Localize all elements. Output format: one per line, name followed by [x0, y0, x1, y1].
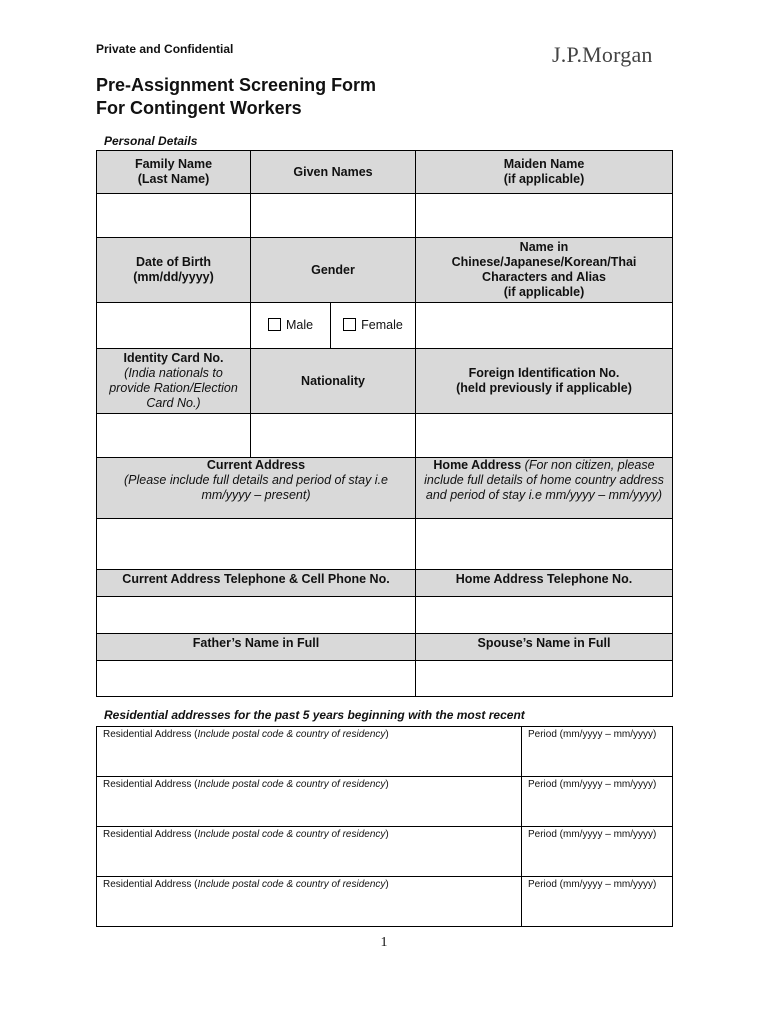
form-title [96, 74, 376, 120]
native-name-field[interactable] [416, 303, 673, 349]
male-checkbox[interactable] [268, 318, 281, 331]
residential-address-field[interactable]: Residential Address (Include postal code & country of residency) [97, 827, 522, 877]
male-label: Male [285, 318, 314, 332]
residential-period-field[interactable]: Period (mm/yyyy – mm/yyyy) [522, 727, 673, 777]
residential-row [97, 827, 673, 877]
confidential-label: Private and Confidential [96, 42, 234, 56]
jpmorgan-logo: J.P.Morgan [552, 42, 653, 67]
form-title-line1: Pre-Assignment Screening Form [96, 75, 377, 95]
father-name-field[interactable] [97, 661, 416, 697]
spouse-name-header: Spouse’s Name in Full [416, 634, 673, 661]
home-address-header: Home Address (For non citizen, please include full details of home country address and period of stay i.e mm/yyyy – mm/yyyy) [416, 458, 673, 519]
id-card-header: Identity Card No. (India nationals to provide Ration/Election Card No.) [97, 349, 251, 414]
form-title-line2: For Contingent Workers [96, 98, 302, 118]
nationality-header: Nationality [251, 349, 416, 414]
family-name-field[interactable] [97, 194, 251, 238]
residential-row [97, 727, 673, 777]
gender-header: Gender [251, 238, 416, 303]
id-card-field[interactable] [97, 414, 251, 458]
foreign-id-field[interactable] [416, 414, 673, 458]
home-phone-field[interactable] [416, 597, 673, 634]
personal-details-label: Personal Details [104, 134, 198, 148]
residential-period-field[interactable]: Period (mm/yyyy – mm/yyyy) [522, 777, 673, 827]
residential-period-field[interactable]: Period (mm/yyyy – mm/yyyy) [522, 827, 673, 877]
dob-field[interactable] [97, 303, 251, 349]
female-label: Female [361, 318, 403, 332]
residential-address-field[interactable]: Residential Address (Include postal code & country of residency) [97, 877, 522, 927]
current-phone-field[interactable] [97, 597, 416, 634]
female-checkbox[interactable] [343, 318, 356, 331]
residential-section-label: Residential addresses for the past 5 years beginning with the most recent [104, 708, 525, 722]
current-address-field[interactable] [97, 519, 416, 570]
father-name-header: Father’s Name in Full [97, 634, 416, 661]
residential-address-field[interactable]: Residential Address (Include postal code & country of residency) [97, 777, 522, 827]
current-address-header: Current Address (Please include full details and period of stay i.e mm/yyyy – present) [97, 458, 416, 519]
foreign-id-header: Foreign Identification No. (held previously if applicable) [416, 349, 673, 414]
dob-header: Date of Birth (mm/dd/yyyy) [97, 238, 251, 303]
residential-table [96, 726, 673, 927]
given-names-header: Given Names [251, 151, 416, 194]
personal-details-table [96, 150, 673, 697]
page-number: 1 [380, 935, 388, 950]
home-address-field[interactable] [416, 519, 673, 570]
spouse-name-field[interactable] [416, 661, 673, 697]
maiden-name-header: Maiden Name (if applicable) [416, 151, 673, 194]
family-name-header: Family Name (Last Name) [97, 151, 251, 194]
native-name-header: Name in Chinese/Japanese/Korean/Thai Characters and Alias (if applicable) [416, 238, 673, 303]
residential-period-field[interactable]: Period (mm/yyyy – mm/yyyy) [522, 877, 673, 927]
male-option[interactable] [251, 303, 331, 349]
home-phone-header: Home Address Telephone No. [416, 570, 673, 597]
current-phone-header: Current Address Telephone & Cell Phone No. [97, 570, 416, 597]
residential-row [97, 777, 673, 827]
female-option[interactable] [331, 303, 416, 349]
given-names-field[interactable] [251, 194, 416, 238]
residential-row [97, 877, 673, 927]
maiden-name-field[interactable] [416, 194, 673, 238]
nationality-field[interactable] [251, 414, 416, 458]
residential-address-field[interactable]: Residential Address (Include postal code & country of residency) [97, 727, 522, 777]
